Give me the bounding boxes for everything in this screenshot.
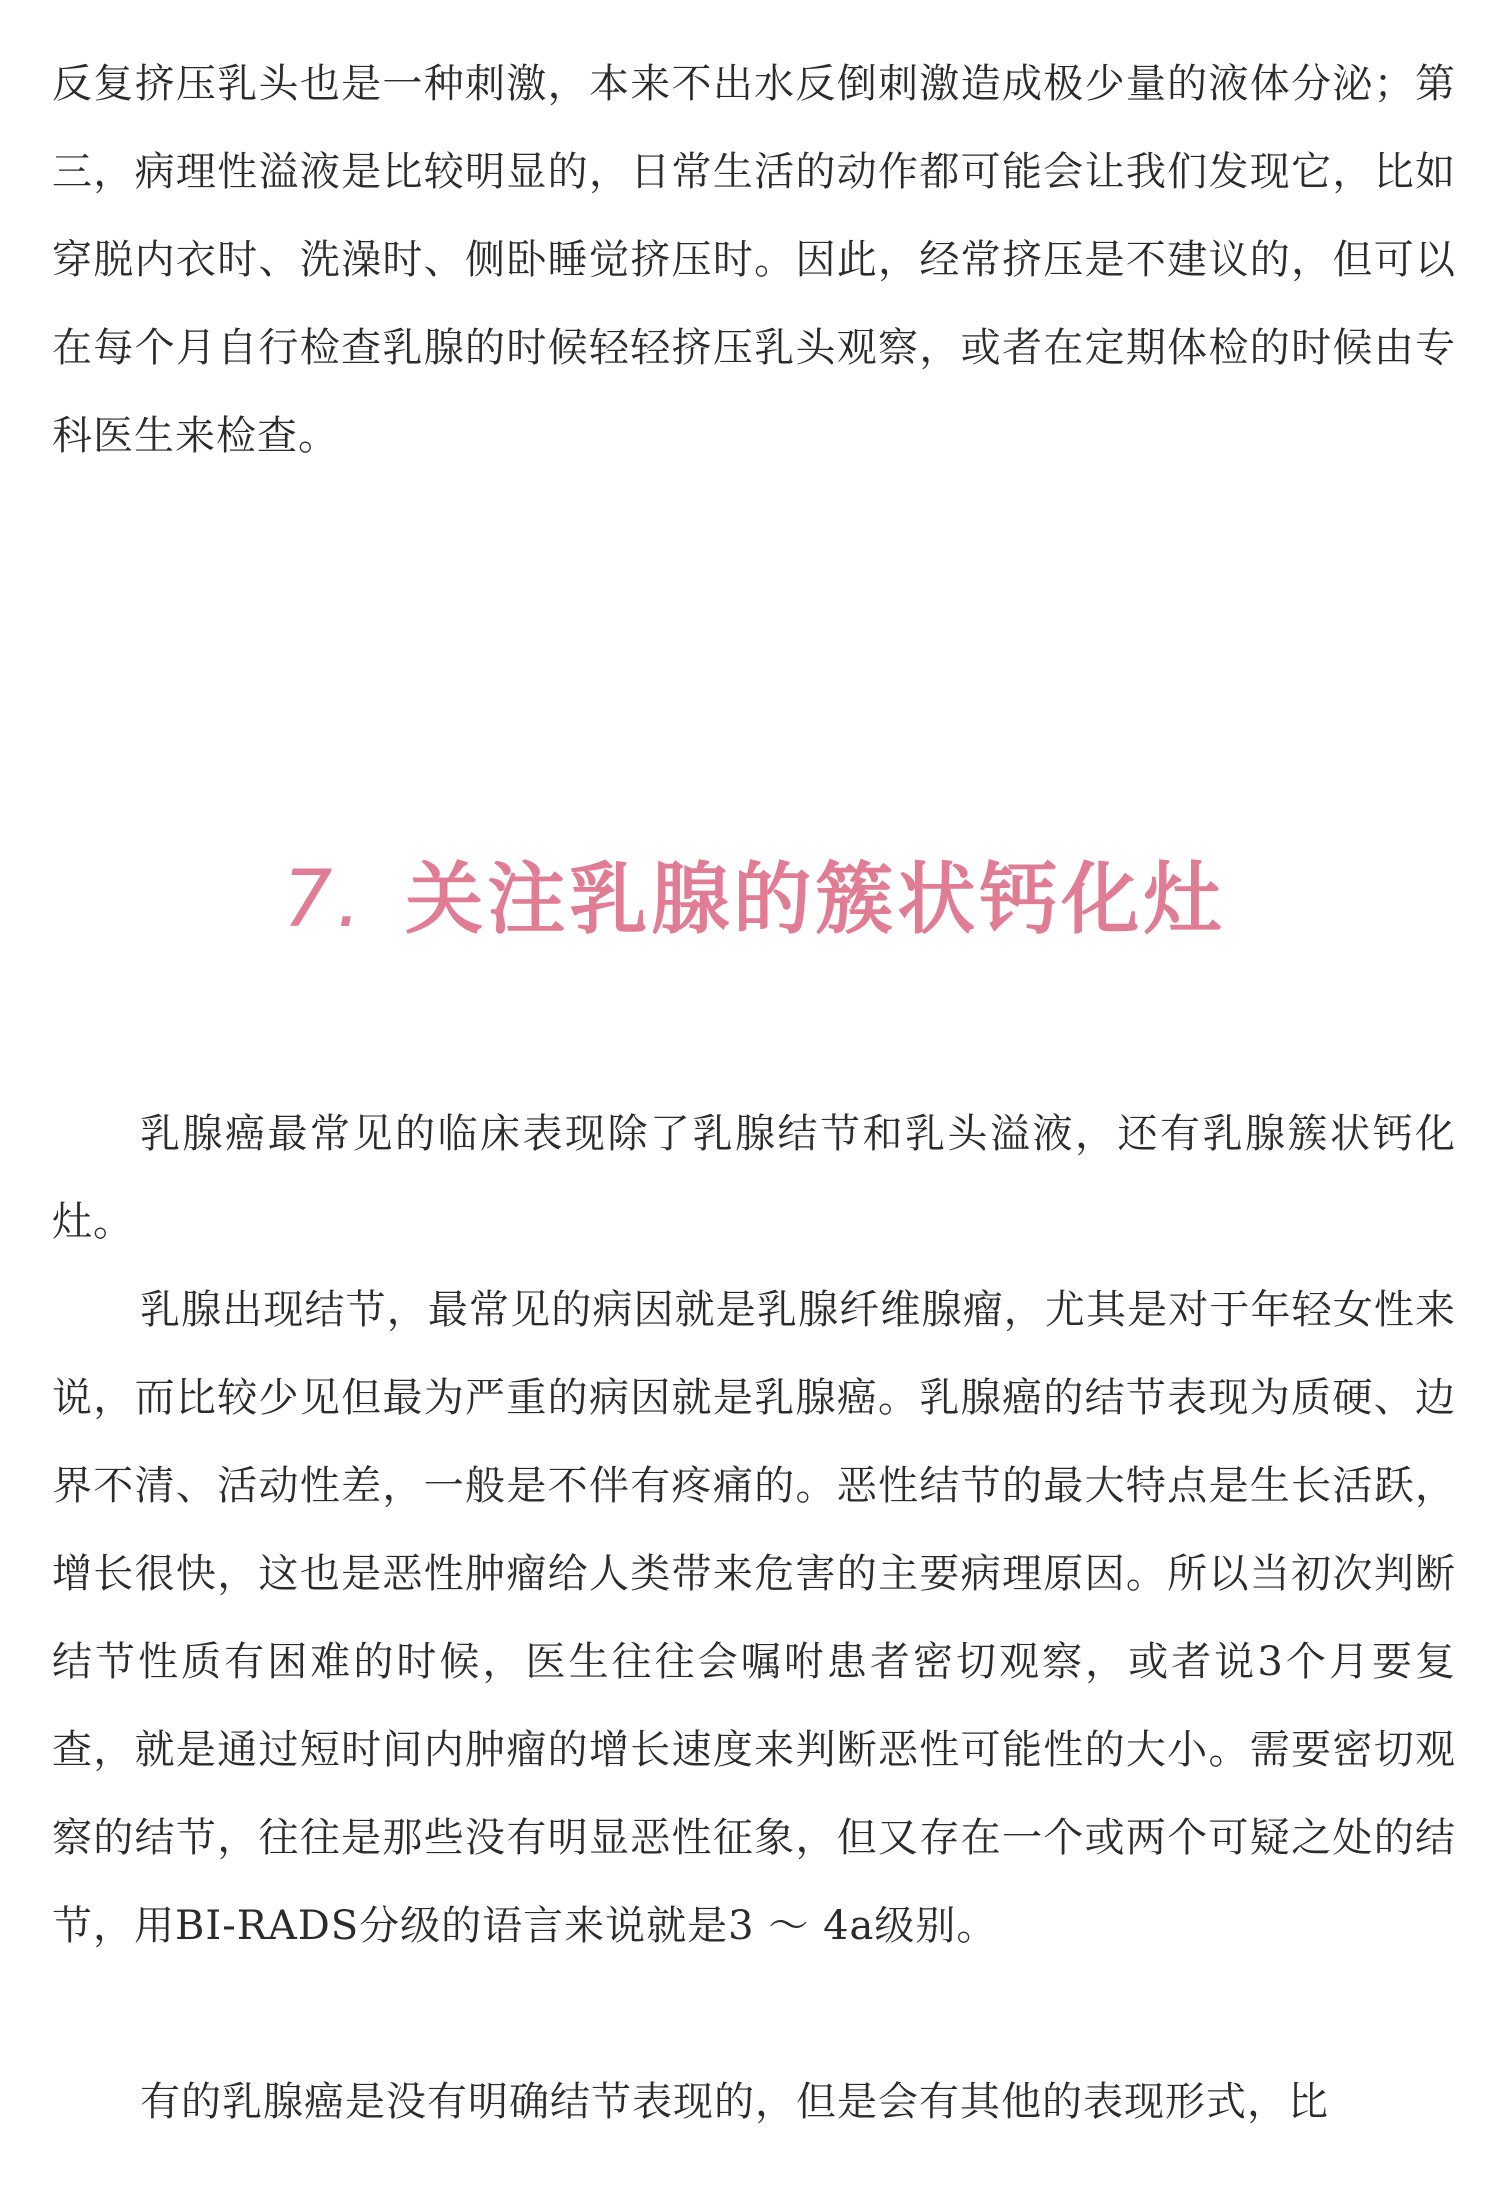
paragraph-intro: 乳腺癌最常见的临床表现除了乳腺结节和乳头溢液，还有乳腺簇状钙化灶。 bbox=[52, 1111, 1456, 1245]
section-number: 7. bbox=[282, 855, 366, 945]
section-heading bbox=[0, 845, 1508, 955]
paragraph-other-forms: 有的乳腺癌是没有明确结节表现的，但是会有其他的表现形式，比 bbox=[140, 2079, 1329, 2125]
paragraph-continued: 反复挤压乳头也是一种刺激，本来不出水反倒刺激造成极少量的液体分泌；第三，病理性溢液是比较明显的，日常生活的动作都可能会让我们发现它，比如穿脱内衣时、洗澡时、侧卧睡觉挤压时。因此，经常挤压是不建议的，但可以在每个月自行检查乳腺的时候轻轻挤压乳头观察，或者在定期体检的时候由专科医生来检查。 bbox=[52, 61, 1456, 459]
paragraph-nodules: 乳腺出现结节，最常见的病因就是乳腺纤维腺瘤，尤其是对于年轻女性来说，而比较少见但最为严重的病因就是乳腺癌。乳腺癌的结节表现为质硬、边界不清、活动性差，一般是不伴有疼痛的。恶性结节的最大特点是生长活跃，增长很快，这也是恶性肿瘤给人类带来危害的主要病理原因。所以当初次判断结节性质有困难的时候，医生往往会嘱咐患者密切观察，或者说3个月要复查，就是通过短时间内肿瘤的增长速度来判断恶性可能性的大小。需要密切观察的结节，往往是那些没有明显恶性征象，但又存在一个或两个可疑之处的结节，用BI-RADS分级的语言来说就是3 ～ 4a级别。 bbox=[52, 1287, 1456, 1949]
section-title: 关注乳腺的簇状钙化灶 bbox=[405, 855, 1226, 945]
